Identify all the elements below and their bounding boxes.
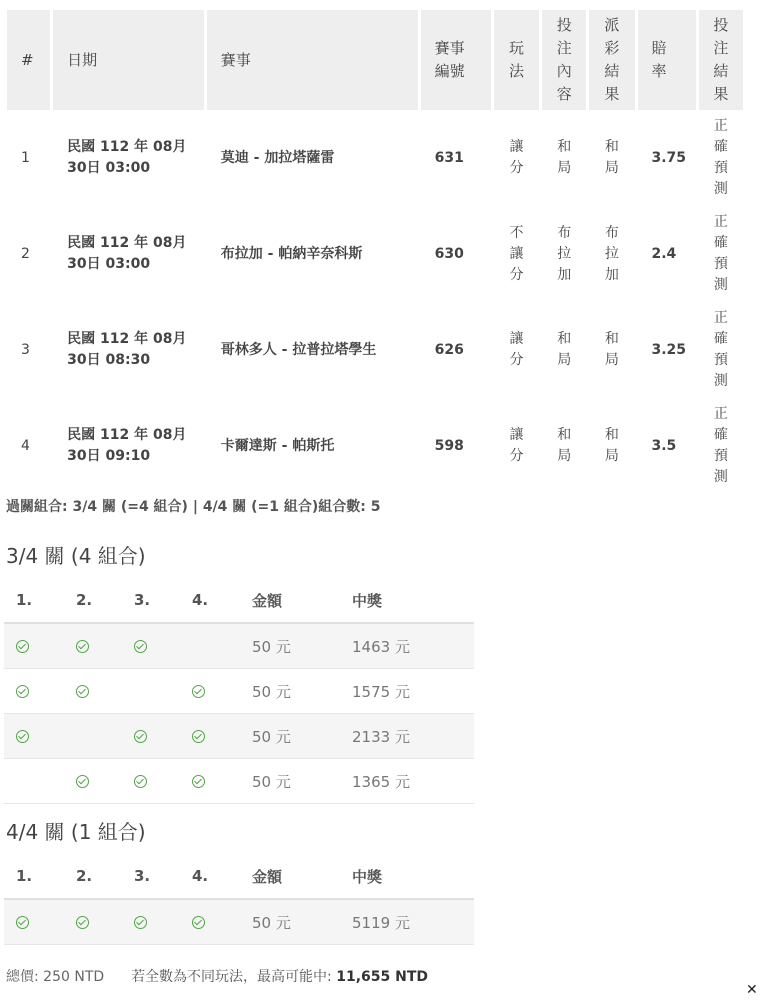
- combo-leg-cell: [4, 714, 64, 759]
- combo-leg-cell: [4, 623, 64, 669]
- match-result: 正確預測: [713, 406, 728, 485]
- col-header-event-id: 賽事編號: [421, 10, 491, 110]
- combo-leg-cell: [64, 669, 122, 714]
- match-event-id: 631: [434, 149, 464, 166]
- match-row: [7, 302, 743, 398]
- group-title-3of4: 3/4 關 (4 組合): [6, 544, 146, 568]
- match-date: 民國 112 年 08月 30日 08:30: [67, 331, 187, 368]
- match-table: [4, 10, 746, 494]
- combo-amount: 50 元: [240, 899, 340, 945]
- match-date: 民國 112 年 08月 30日 03:00: [67, 235, 187, 272]
- combo-col-header: 1.: [4, 854, 64, 899]
- combo-col-header: 中獎: [340, 578, 474, 623]
- col-header-result: 投注結果: [699, 10, 743, 110]
- col-header-play: 玩法: [494, 10, 539, 110]
- combo-leg-cell: [180, 759, 240, 804]
- match-result: 正確預測: [713, 118, 728, 197]
- check-circle-icon: [76, 685, 89, 698]
- match-row: [7, 398, 743, 494]
- check-circle-icon: [134, 640, 147, 653]
- match-date: 民國 112 年 08月 30日 03:00: [67, 139, 187, 176]
- match-event-id: 598: [434, 437, 464, 454]
- combo-amount: 50 元: [240, 759, 340, 804]
- match-odds: 3.75: [651, 149, 687, 166]
- match-row: [7, 206, 743, 302]
- match-event: 哥林多人 - 拉普拉塔學生: [220, 341, 377, 358]
- combo-amount: 50 元: [240, 669, 340, 714]
- combo-prize: 2133 元: [340, 714, 474, 759]
- check-circle-icon: [192, 685, 205, 698]
- match-event-id: 630: [434, 245, 464, 262]
- col-header-payout: 派彩結果: [589, 10, 634, 110]
- combo-leg-cell: [122, 669, 180, 714]
- combo-prize: 5119 元: [340, 899, 474, 945]
- check-circle-icon: [134, 916, 147, 929]
- combo-amount: 50 元: [240, 714, 340, 759]
- match-event: 卡爾達斯 - 帕斯托: [220, 437, 335, 454]
- col-header-bet: 投注內容: [542, 10, 586, 110]
- match-no: 2: [21, 245, 30, 262]
- match-bet: 和局: [557, 331, 572, 368]
- check-circle-icon: [134, 775, 147, 788]
- combo-leg-cell: [180, 899, 240, 945]
- combo-col-header: 3.: [122, 854, 180, 899]
- combo-prize: 1463 元: [340, 623, 474, 669]
- combo-leg-cell: [180, 714, 240, 759]
- combo-leg-cell: [122, 623, 180, 669]
- match-event: 布拉加 - 帕納辛奈科斯: [220, 245, 363, 262]
- combo-col-header: 金額: [240, 578, 340, 623]
- match-bet: 布拉加: [557, 224, 572, 283]
- check-circle-icon: [16, 916, 29, 929]
- combo-leg-cell: [4, 899, 64, 945]
- combo-leg-cell: [122, 759, 180, 804]
- combo-header-row: [4, 854, 474, 899]
- check-circle-icon: [192, 916, 205, 929]
- combo-amount: 50 元: [240, 623, 340, 669]
- match-result: 正確預測: [713, 310, 728, 389]
- combo-row: [4, 669, 474, 714]
- match-odds: 2.4: [651, 245, 677, 262]
- match-no: 3: [21, 341, 30, 358]
- combo-col-header: 中獎: [340, 854, 474, 899]
- match-bet: 和局: [557, 427, 572, 464]
- combo-leg-cell: [180, 623, 240, 669]
- combo-col-header: 2.: [64, 578, 122, 623]
- combo-col-header: 2.: [64, 854, 122, 899]
- check-circle-icon: [16, 685, 29, 698]
- match-no: 4: [21, 437, 30, 454]
- match-play: 不讓分: [509, 224, 524, 283]
- match-odds: 3.5: [651, 437, 677, 454]
- col-header-date: 日期: [53, 10, 204, 110]
- match-date: 民國 112 年 08月 30日 09:10: [67, 427, 187, 464]
- match-bet: 和局: [557, 139, 572, 176]
- match-odds: 3.25: [651, 341, 687, 358]
- match-event-id: 626: [434, 341, 464, 358]
- combo-leg-cell: [64, 714, 122, 759]
- match-row: [7, 110, 743, 206]
- match-table-header: [7, 10, 743, 110]
- total-label: 總價:: [6, 969, 39, 985]
- combo-leg-cell: [64, 899, 122, 945]
- price-footer: [6, 966, 428, 986]
- combo-prize: 1575 元: [340, 669, 474, 714]
- col-header-no: #: [7, 10, 50, 110]
- match-result: 正確預測: [713, 214, 728, 293]
- combo-leg-cell: [4, 669, 64, 714]
- total-value: 250 NTD: [43, 969, 105, 985]
- match-payout: 布拉加: [604, 224, 619, 283]
- check-circle-icon: [16, 730, 29, 743]
- combo-col-header: 1.: [4, 578, 64, 623]
- combo-row: [4, 623, 474, 669]
- match-payout: 和局: [604, 427, 619, 464]
- combo-leg-cell: [122, 714, 180, 759]
- check-circle-icon: [76, 775, 89, 788]
- group-title-4of4: 4/4 關 (1 組合): [6, 820, 146, 844]
- combo-leg-cell: [64, 759, 122, 804]
- combo-table-3of4: [4, 578, 474, 804]
- combo-leg-cell: [64, 623, 122, 669]
- combo-panel: [0, 518, 486, 964]
- combo-leg-cell: [122, 899, 180, 945]
- check-circle-icon: [76, 640, 89, 653]
- combo-row: [4, 714, 474, 759]
- parlay-summary: 過關組合: 3/4 關 (=4 組合) | 4/4 關 (=1 組合)組合數: 5: [6, 499, 381, 515]
- check-circle-icon: [192, 730, 205, 743]
- match-payout: 和局: [604, 331, 619, 368]
- combo-row: [4, 759, 474, 804]
- combo-prize: 1365 元: [340, 759, 474, 804]
- combo-table-4of4: [4, 854, 474, 945]
- combo-row: [4, 899, 474, 945]
- combo-leg-cell: [4, 759, 64, 804]
- combo-col-header: 4.: [180, 578, 240, 623]
- col-header-odds: 賠率: [638, 10, 696, 110]
- combo-leg-cell: [180, 669, 240, 714]
- combo-col-header: 3.: [122, 578, 180, 623]
- close-icon[interactable]: ✕: [746, 982, 758, 998]
- max-label: 若全數為不同玩法，最高可能中:: [131, 969, 332, 985]
- combo-col-header: 4.: [180, 854, 240, 899]
- check-circle-icon: [16, 640, 29, 653]
- match-play: 讓分: [509, 139, 524, 176]
- combo-header-row: [4, 578, 474, 623]
- match-play: 讓分: [509, 427, 524, 464]
- col-header-event: 賽事: [207, 10, 418, 110]
- check-circle-icon: [192, 775, 205, 788]
- check-circle-icon: [134, 730, 147, 743]
- combo-col-header: 金額: [240, 854, 340, 899]
- match-no: 1: [21, 149, 30, 166]
- match-event: 莫迪 - 加拉塔薩雷: [220, 149, 335, 166]
- check-circle-icon: [76, 916, 89, 929]
- max-value: 11,655 NTD: [336, 969, 429, 985]
- match-play: 讓分: [509, 331, 524, 368]
- match-payout: 和局: [604, 139, 619, 176]
